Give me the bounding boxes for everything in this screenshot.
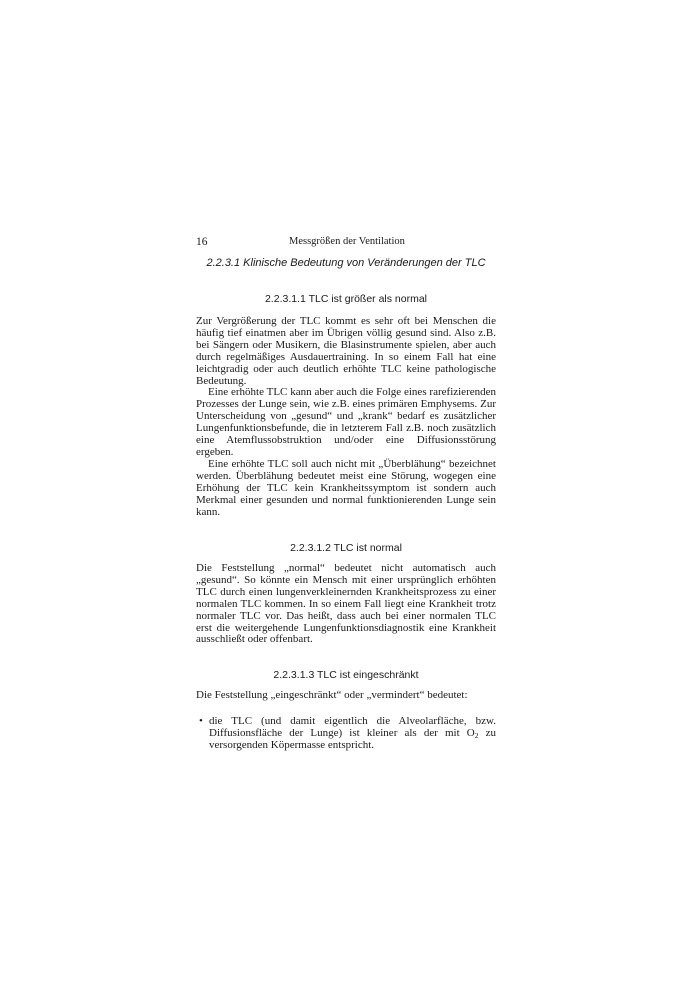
list-item-text: die TLC (und damit eigentlich die Alveolarfläche, bzw. Diffusionsfläche der Lunge) ist kleiner als der mit $O_2$ zu versorgenden Köpermasse entspricht.: [209, 715, 496, 751]
running-title: Messgrößen der Ventilation: [289, 236, 405, 247]
paragraph: Zur Vergrößerung der TLC kommt es sehr oft bei Menschen die häufig tief einatmen aber im Übrigen völlig gesund sind. Also z.B. bei Sängern oder Musikern, die Blasinstrumente spielen, aber auch durch regelmäßiges Ausdauertraining. In so einem Fall hat eine leichtgradig oder auch deutlich erhöhte TLC keine pathologische Bedeutung.: [196, 315, 496, 387]
paragraph: Eine erhöhte TLC kann aber auch die Folge eines rarefizierenden Prozesses der Lunge sein, wie z.B. eines primären Emphysems. Zur Unterscheidung von „gesund“ und „krank“ bedarf es zusätzlicher Lungenfunktionsbefunde, die in letzterem Fall z.B. noch zusätzlich eine Atemflussobstruktion und/oder eine Diffusionsstörung ergeben.: [196, 386, 496, 458]
subsection-1-body: [196, 316, 496, 518]
bullet-icon: •: [199, 715, 203, 727]
subsection-heading-2: 2.2.3.1.2 TLC ist normal: [290, 542, 402, 554]
page-number: 16: [196, 236, 208, 248]
subsection-heading-3: 2.2.3.1.3 TLC ist eingeschränkt: [273, 669, 419, 681]
subsection-3-body: [196, 690, 496, 702]
paragraph: Die Feststellung „eingeschränkt“ oder „vermindert“ bedeutet:: [196, 689, 468, 701]
section-heading: 2.2.3.1 Klinische Bedeutung von Veränderungen der TLC: [206, 257, 486, 269]
paragraph: Eine erhöhte TLC soll auch nicht mit „Überblähung“ bezeichnet werden. Überblähung bedeutet meist eine Störung, wogegen eine Erhöhung der TLC kein Krankheitssymptom ist sondern auch Merkmal einer gesunden und normal funktionierenden Lunge sein kann.: [196, 457, 496, 518]
paragraph: Die Feststellung „normal“ bedeutet nicht automatisch auch „gesund“. So könnte ein Mensch mit einer ursprünglich erhöhten TLC durch einen lungenverkleinernden Krankheitsprozess zu einer normalen TLC kommen. In so einem Fall liegt eine Krankheit trotz normaler TLC vor. Das heißt, dass auch bei einer normalen TLC erst die weitergehende Lungenfunktionsdiagnostik eine Krankheit ausschließt oder offenbart.: [196, 562, 496, 646]
running-header: [196, 235, 496, 249]
subsection-heading-1: 2.2.3.1.1 TLC ist größer als normal: [264, 293, 428, 305]
subsection-2-body: [196, 563, 496, 646]
